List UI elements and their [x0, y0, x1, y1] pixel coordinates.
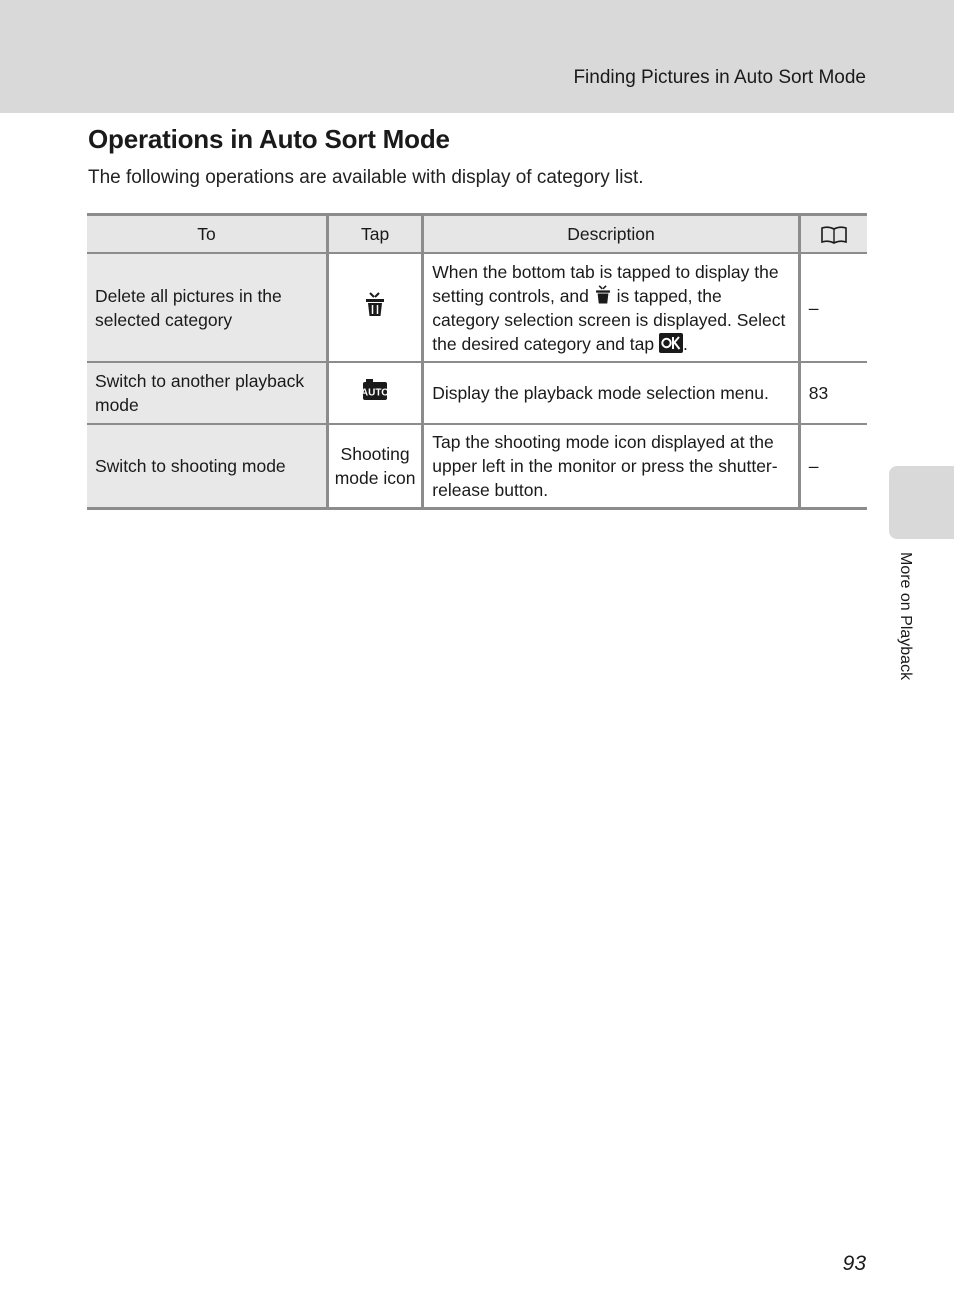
chapter-tab-label: More on Playback [897, 552, 914, 681]
row-to: Delete all pictures in the selected category [87, 253, 327, 362]
intro-text: The following operations are available with display of category list. [88, 167, 644, 188]
svg-text:AUTO: AUTO [362, 387, 389, 399]
table-row [87, 424, 867, 508]
row-tap: Shooting mode icon [327, 424, 422, 508]
row-to: Switch to another playback mode [87, 362, 327, 424]
row-tap [327, 362, 422, 424]
chapter-tab[interactable] [889, 466, 954, 539]
row-reference: – [799, 424, 867, 508]
section-title: Finding Pictures in Auto Sort Mode [573, 67, 866, 88]
row-description: Display the playback mode selection menu. [423, 362, 799, 424]
header-tap: Tap [327, 215, 422, 254]
row-to: Switch to shooting mode [87, 424, 327, 508]
table-header-row [87, 215, 867, 254]
page-title: Operations in Auto Sort Mode [88, 124, 450, 154]
delete-icon [594, 285, 612, 305]
header-band [0, 0, 954, 113]
header-description: Description [423, 215, 799, 254]
row-reference: 83 [799, 362, 867, 424]
table-row [87, 253, 867, 362]
delete-icon [364, 292, 386, 318]
row-description: Tap the shooting mode icon displayed at the upper left in the monitor or press the shutter-release button. [423, 424, 799, 508]
table-row [87, 362, 867, 424]
book-reference-icon [820, 225, 848, 245]
row-description: When the bottom tab is tapped to display the setting controls, and is tapped, the category selection screen is displayed. Select the desired category and tap . [423, 253, 799, 362]
ok-icon [659, 333, 683, 353]
row-tap [327, 253, 422, 362]
operations-table [87, 213, 867, 510]
row-reference: – [799, 253, 867, 362]
header-reference [799, 215, 867, 254]
header-to: To [87, 215, 327, 254]
auto-playback-icon [362, 378, 388, 402]
page-number: 93 [842, 1252, 866, 1275]
